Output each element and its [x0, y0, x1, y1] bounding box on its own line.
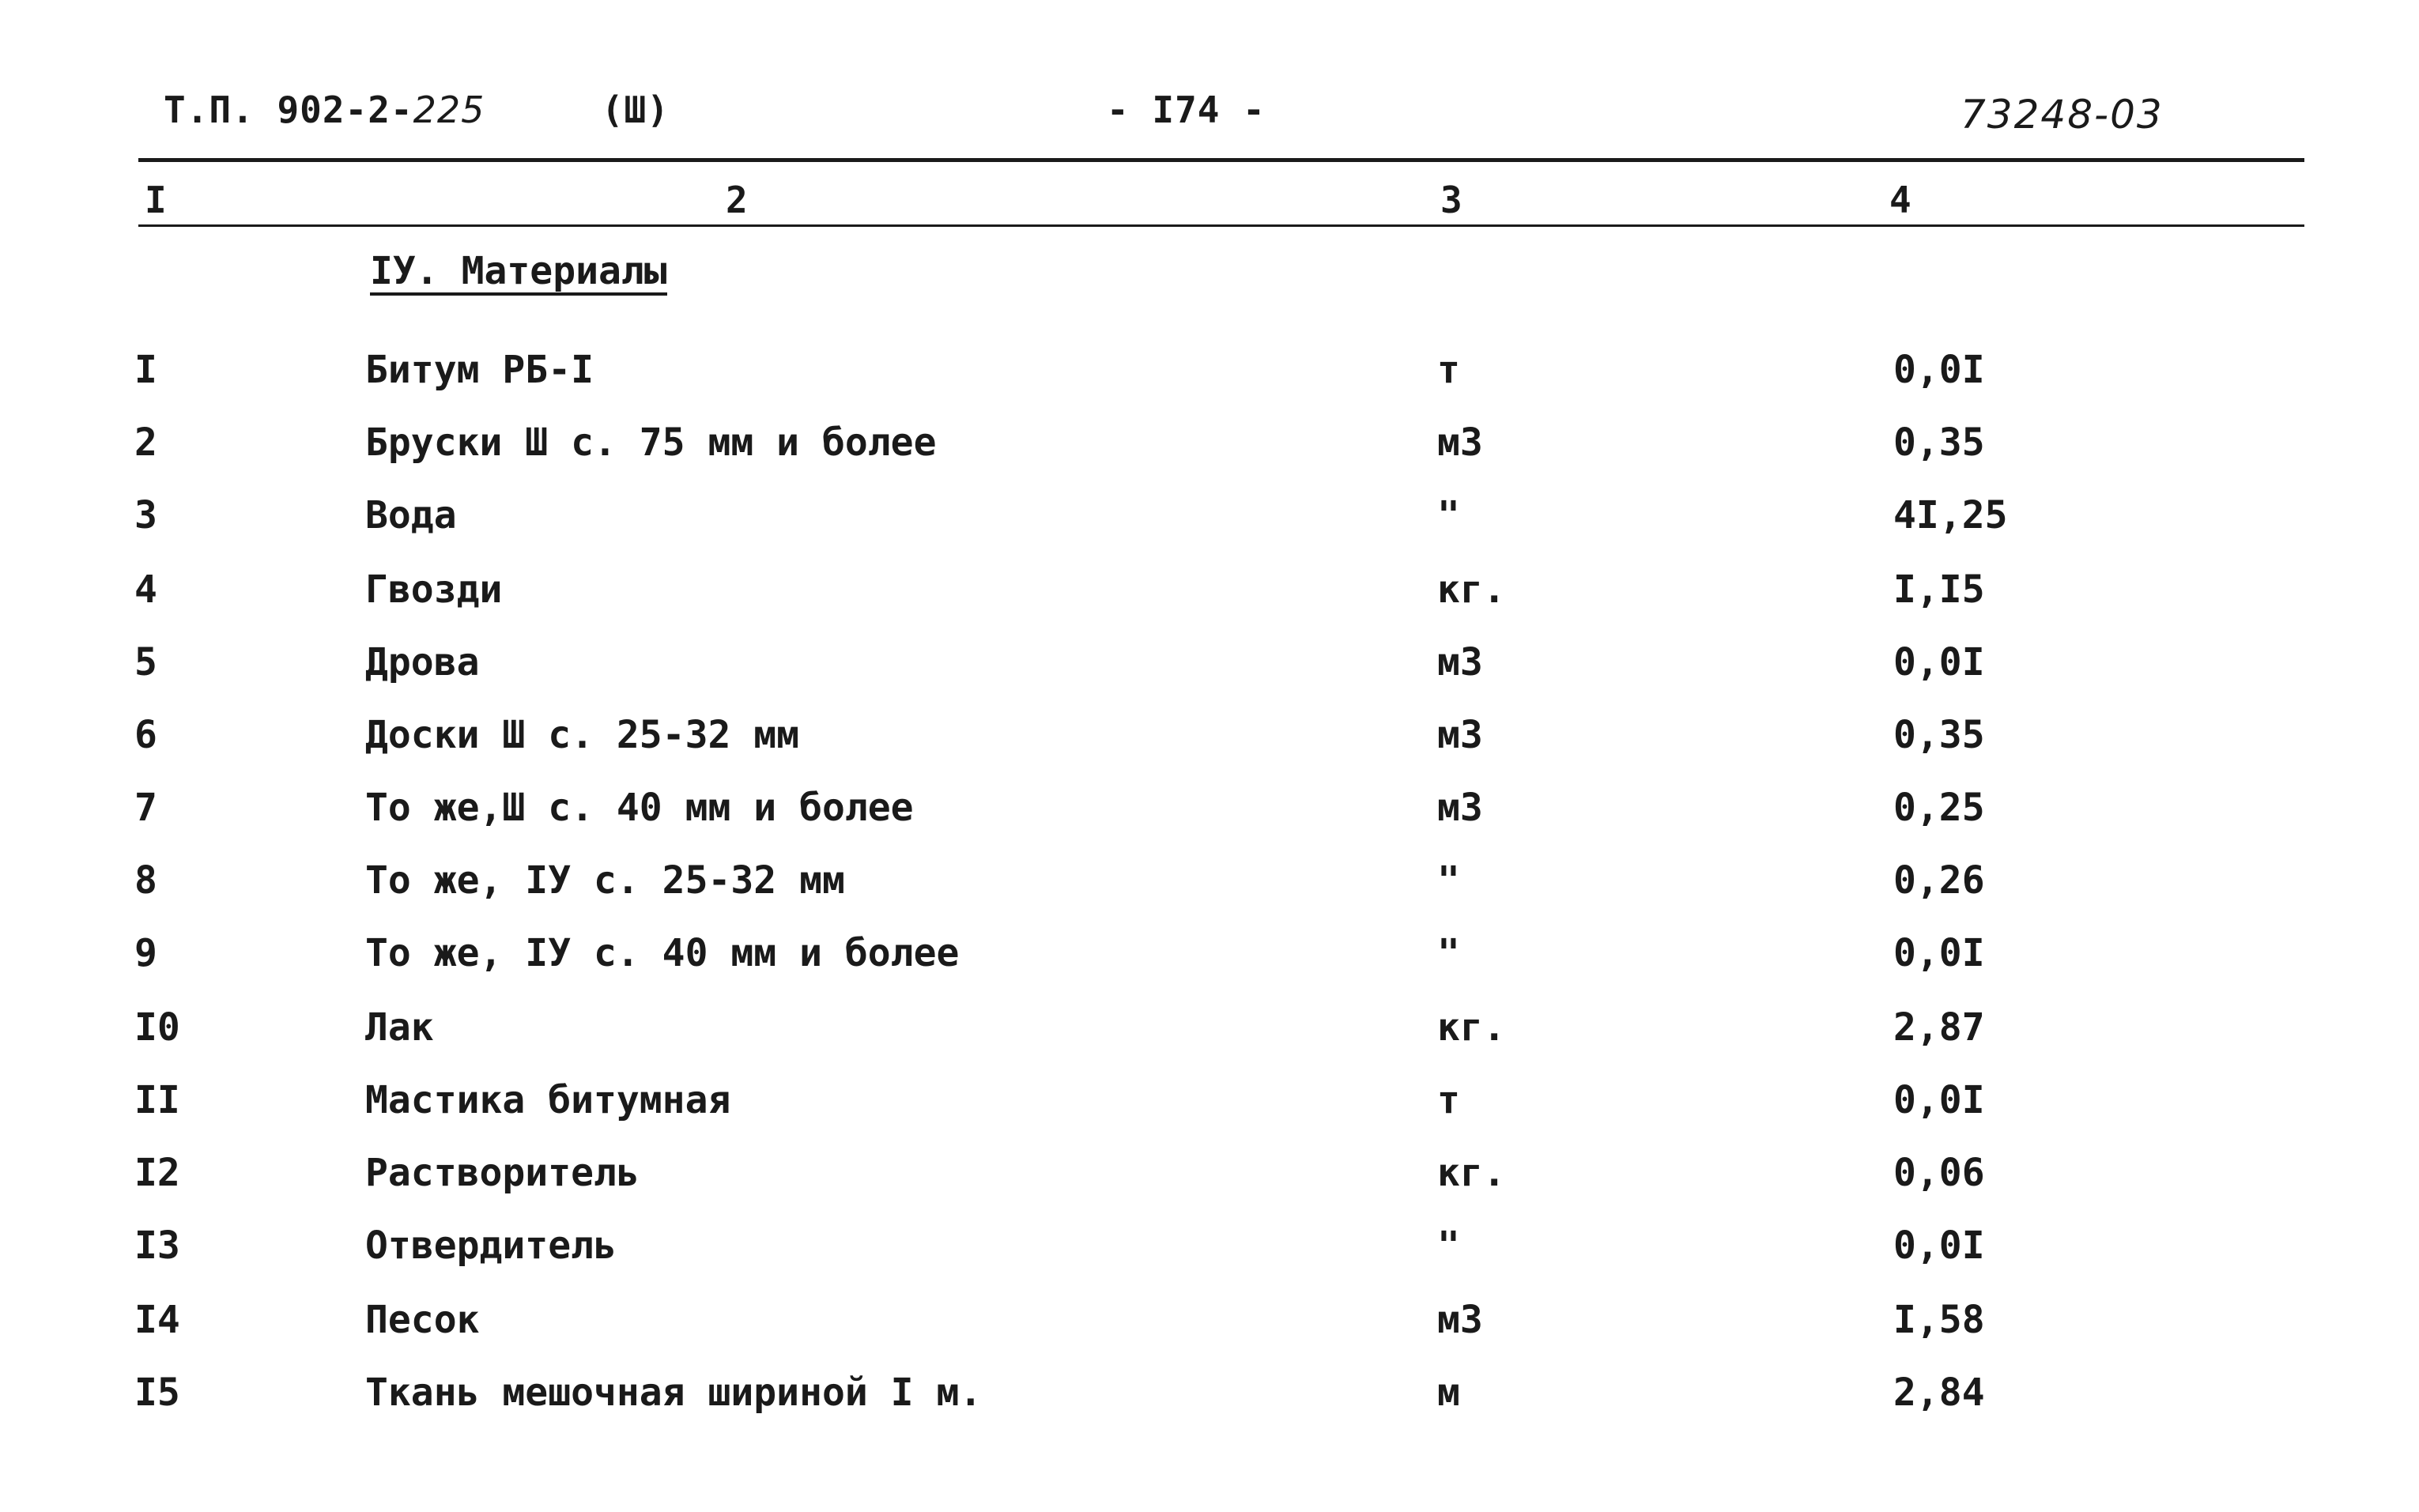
row-number: 3 — [134, 493, 157, 537]
row-number: 6 — [134, 713, 157, 757]
row-number: 9 — [134, 931, 157, 975]
document-header — [164, 89, 670, 131]
quantity: 0,0I — [1893, 348, 1985, 392]
material-name: Ткань мешочная шириной I м. — [365, 1371, 983, 1415]
row-number: 2 — [134, 420, 157, 465]
quantity: 0,0I — [1893, 1224, 1985, 1268]
unit: т — [1437, 348, 1460, 392]
unit: м3 — [1437, 640, 1483, 684]
quantity: 2,84 — [1893, 1371, 1985, 1415]
row-number: 8 — [134, 858, 157, 903]
unit: кг. — [1437, 567, 1506, 612]
row-number: I4 — [134, 1298, 180, 1342]
material-name: Бруски Ш с. 75 мм и более — [365, 420, 937, 465]
material-name: То же, IУ с. 40 мм и более — [365, 931, 960, 975]
section-title: IУ. Материалы — [370, 251, 667, 296]
unit: т — [1437, 1078, 1460, 1122]
unit: м3 — [1437, 786, 1483, 830]
unit: кг. — [1437, 1005, 1506, 1050]
row-number: 4 — [134, 567, 157, 612]
material-name: То же, IУ с. 25-32 мм — [365, 858, 845, 903]
doc-number-handwritten: 225 — [413, 89, 485, 131]
quantity: 0,0I — [1893, 640, 1985, 684]
material-name: Лак — [365, 1005, 434, 1050]
quantity: 4I,25 — [1893, 493, 2008, 537]
material-name: Доски Ш с. 25-32 мм — [365, 713, 800, 757]
unit: м3 — [1437, 1298, 1483, 1342]
material-name: Вода — [365, 493, 457, 537]
row-number: 7 — [134, 786, 157, 830]
row-number: I3 — [134, 1224, 180, 1268]
row-number: I5 — [134, 1371, 180, 1415]
row-number: 5 — [134, 640, 157, 684]
quantity: 2,87 — [1893, 1005, 1985, 1050]
row-number: I2 — [134, 1151, 180, 1195]
row-number: II — [134, 1078, 180, 1122]
quantity: 0,25 — [1893, 786, 1985, 830]
quantity: 0,35 — [1893, 420, 1985, 465]
quantity: I,I5 — [1893, 567, 1985, 612]
row-number: I0 — [134, 1005, 180, 1050]
doc-volume: (Ш) — [601, 89, 670, 131]
column-header-4: 4 — [1889, 179, 1911, 221]
column-header-3: 3 — [1440, 179, 1462, 221]
page-number: - I74 - — [1107, 89, 1266, 131]
quantity: 0,0I — [1893, 1078, 1985, 1122]
material-name: То же,Ш с. 40 мм и более — [365, 786, 914, 830]
quantity: I,58 — [1893, 1298, 1985, 1342]
material-name: Растворитель — [365, 1151, 640, 1195]
reference-number-handwritten: 73248-03 — [1960, 92, 2164, 138]
material-name: Мастика битумная — [365, 1078, 731, 1122]
column-header-2: 2 — [726, 179, 748, 221]
quantity: 0,35 — [1893, 713, 1985, 757]
column-header-1: I — [145, 179, 167, 221]
material-name: Битум РБ-I — [365, 348, 594, 392]
header-rule-bottom — [138, 224, 2304, 227]
row-number: I — [134, 348, 157, 392]
material-name: Гвозди — [365, 567, 503, 612]
quantity: 0,06 — [1893, 1151, 1985, 1195]
quantity: 0,0I — [1893, 931, 1985, 975]
unit: м — [1437, 1371, 1460, 1415]
unit: " — [1437, 1224, 1460, 1268]
material-name: Дрова — [365, 640, 480, 684]
unit: " — [1437, 931, 1460, 975]
unit: м3 — [1437, 713, 1483, 757]
material-name: Отвердитель — [365, 1224, 617, 1268]
quantity: 0,26 — [1893, 858, 1985, 903]
header-rule-top — [138, 158, 2304, 162]
unit: кг. — [1437, 1151, 1506, 1195]
unit: м3 — [1437, 420, 1483, 465]
unit: " — [1437, 858, 1460, 903]
unit: " — [1437, 493, 1460, 537]
material-name: Песок — [365, 1298, 480, 1342]
doc-prefix: Т.П. 902-2- — [164, 89, 413, 131]
